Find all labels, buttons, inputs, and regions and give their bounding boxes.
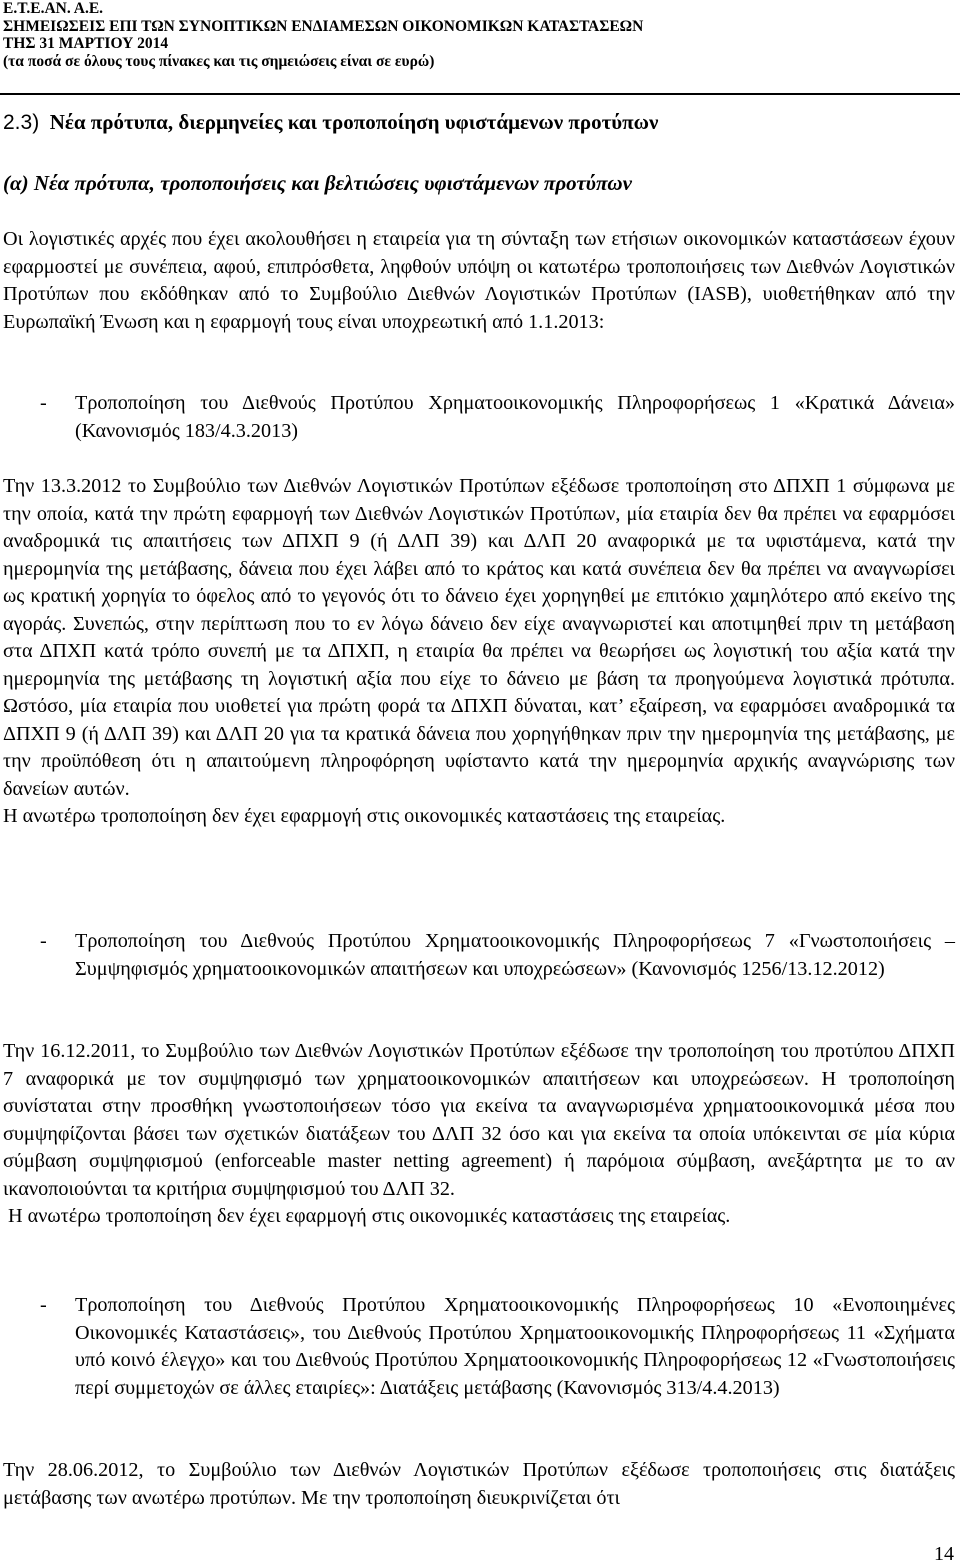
intro-block (3, 226, 955, 336)
section-heading (3, 109, 658, 136)
amendment-title: Τροποποίηση του Διεθνούς Προτύπου Χρηματοοικονομικής Πληροφορήσεως 7 «Γνωστοποιήσεις – Συμψηφισμός χρηματοοικονομικών απαιτήσεων και υποχρεώσεων» (Κανονισμός 1256/13.12.2012) (75, 930, 955, 980)
currency-note: (τα ποσά σε όλους τους πίνακες και τις σημειώσεις είναι σε ευρώ) (3, 52, 435, 70)
amendment-paragraph: Την 13.3.2012 το Συμβούλιο των Διεθνών Λογιστικών Προτύπων εξέδωσε τροποποίηση στο ΔΠΧΠ 1 σύμφωνα με την οποία, κατά την πρώτη εφαρμογή των Διεθνών Λογιστικών Προτύπων, μία εταιρία δεν θα πρέπει να εφαρμόσει αναδρομικά τις απαιτήσεις των ΔΠΧΠ 9 (ή ΔΛΠ 39) και ΔΛΠ 20 αναφορικά με τα υφιστάμενα, κατά την ημερομηνία της μετάβασης, δάνεια που έχει λάβει από το κράτος και κατά συνέπεια δεν θα πρέπει να αναγνωρίσει ως κρατική χορηγία το όφελος από το γεγονός ότι το δάνειο έχει χορηγηθεί με επιτόκιο χαμηλότερο από εκείνο της αγοράς. Συνεπώς, στην περίπτωση που το εν λόγω δάνειο δεν είχε αναγνωριστεί και αποτιμηθεί πριν τη μετάβαση στα ΔΠΧΠ κατά τρόπο συνεπή με τα ΔΠΧΠ, η εταιρία θα πρέπει να θεωρήσει ως λογιστική του αξία κατά την ημερομηνία της μετάβασης τη λογιστική αξία που είχε το δάνειο με βάση τα προηγούμενα λογιστικά πρότυπα. Ωστόσο, μία εταιρία που υιοθετεί για πρώτη φορά τα ΔΠΧΠ δύναται, κατ’ εξαίρεση, να εφαρμόσει αναδρομικά τα ΔΠΧΠ 9 (ή ΔΛΠ 39) και ΔΛΠ 20 για τα κρατικά δάνεια που χορηγήθηκαν πριν την ημερομηνία της μετάβασης, με την προϋπόθεση ότι η απαιτούμενη πληροφόρηση υφίσταντο κατά την ημερομηνία αρχικής αναγνώρισης των δανείων αυτών. (3, 475, 955, 800)
amendment-title: Τροποποίηση του Διεθνούς Προτύπου Χρηματοοικονομικής Πληροφορήσεως 10 «Ενοποιημένες Οικονομικές Καταστάσεις», του Διεθνούς Προτύπου Χρηματοοικονομικής Πληροφορήσεως 11 «Σχήματα υπό κοινό έλεγχο» και του Διεθνούς Προτύπου Χρηματοοικονομικής Πληροφορήσεως 12 «Γνωστοποιήσεις περί συμμετοχών σε άλλες εταιρίες»: Διατάξεις μετάβασης (Κανονισμός 313/4.4.2013) (75, 1294, 955, 1399)
bullet-dash: - (40, 1294, 47, 1316)
amendment-conclusion: Η ανωτέρω τροποποίηση δεν έχει εφαρμογή στις οικονομικές καταστάσεις της εταιρείας. (3, 1205, 731, 1227)
amendment-conclusion: Η ανωτέρω τροποποίηση δεν έχει εφαρμογή στις οικονομικές καταστάσεις της εταιρείας. (3, 805, 726, 827)
notes-title: ΣΗΜΕΙΩΣΕΙΣ ΕΠΙ ΤΩΝ ΣΥΝΟΠΤΙΚΩΝ ΕΝΔΙΑΜΕΣΩΝ ΟΙΚΟΝΟΜΙΚΩΝ ΚΑΤΑΣΤΑΣΕΩΝ (3, 17, 644, 35)
list-item (3, 390, 955, 445)
section-number: 2.3) (3, 111, 40, 134)
subsection-title: (α) Νέα πρότυπα, τροποποιήσεις και βελτιώσεις υφιστάμενων προτύπων (3, 171, 632, 195)
amendment-title: Τροποποίηση του Διεθνούς Προτύπου Χρηματοοικονομικής Πληροφορήσεως 1 «Κρατικά Δάνεια» (Κανονισμός 183/4.3.2013) (75, 392, 955, 442)
amendment-ifrs1 (3, 390, 955, 445)
list-item (3, 928, 955, 983)
report-date: ΤΗΣ 31 ΜΑΡΤΙΟΥ 2014 (3, 35, 169, 52)
company-name: Ε.Τ.Ε.ΑΝ. Α.Ε. (3, 0, 104, 17)
amendment-paragraph: Την 28.06.2012, το Συμβούλιο των Διεθνών Λογιστικών Προτύπων εξέδωσε τροποποιήσεις στις διατάξεις μετάβασης των ανωτέρω προτύπων. Με την τροποποίηση διευκρινίζεται ότι (3, 1459, 955, 1509)
section-title: Νέα πρότυπα, διερμηνείες και τροποποίηση υφιστάμενων προτύπων (49, 110, 659, 134)
amendment-ifrs10-11-12-body (3, 1457, 955, 1512)
document-header (3, 0, 643, 70)
amendment-paragraph: Την 16.12.2011, το Συμβούλιο των Διεθνών Λογιστικών Προτύπων εξέδωσε την τροποποίηση του προτύπου ΔΠΧΠ 7 αναφορικά με τον συμψηφισμό των χρηματοοικονομικών απαιτήσεων και υποχρεώσεων. Η τροποποίηση συνίσταται στην προσθήκη γνωστοποιήσεων τόσο για εκείνα τα αναγνωρισμένα χρηματοοικονομικά μέσα που συμψηφίζονται βάσει των σχετικών διατάξεων του ΔΛΠ 32 όσο και για εκείνα τα οποία υπόκεινται σε μία κύρια σύμβαση συμψηφισμού (enforceable master netting agreement) ή παρόμοια σύμβαση, ανεξάρτητα με το αν ικανοποιούνται τα κριτήρια συμψηφισμού του ΔΛΠ 32. (3, 1040, 955, 1200)
amendment-ifrs7-body (3, 1038, 955, 1231)
amendment-ifrs7 (3, 928, 955, 983)
bullet-dash: - (40, 930, 47, 952)
page-number: 14 (934, 1543, 954, 1565)
amendment-ifrs10-11-12 (3, 1292, 955, 1402)
intro-paragraph: Οι λογιστικές αρχές που έχει ακολουθήσει η εταιρεία για τη σύνταξη των ετήσιων οικονομικών καταστάσεων έχουν εφαρμοστεί με συνέπεια, αφού, επιπρόσθετα, ληφθούν υπόψη οι κατωτέρω τροποποιήσεις των Διεθνών Λογιστικών Προτύπων που εκδόθηκαν από το Συμβούλιο Διεθνών Λογιστικών Προτύπων (IASB), υιοθετήθηκαν από την Ευρωπαϊκή Ένωση και η εφαρμογή τους είναι υποχρεωτική από 1.1.2013: (3, 228, 955, 333)
amendment-ifrs1-body (3, 473, 955, 831)
bullet-dash: - (40, 392, 47, 414)
header-divider (0, 93, 960, 95)
list-item (3, 1292, 955, 1402)
